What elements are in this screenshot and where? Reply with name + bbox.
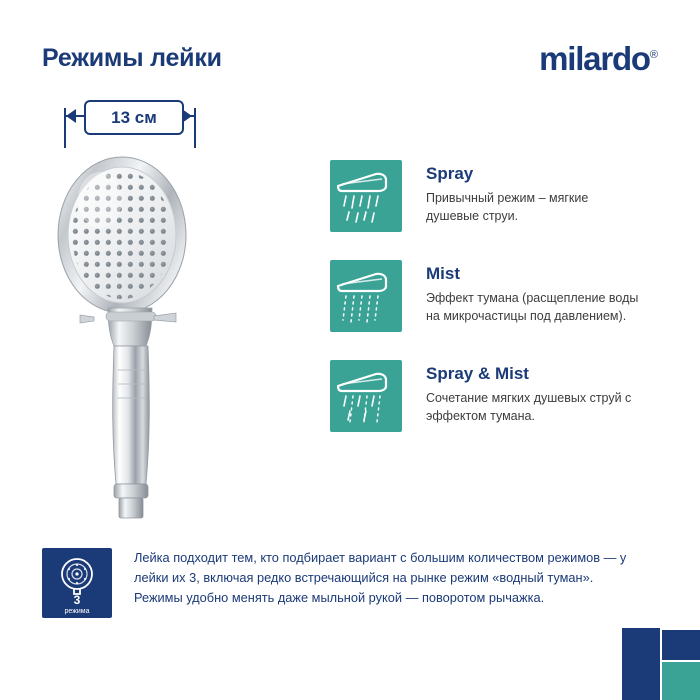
- page-title: Режимы лейки: [42, 44, 222, 72]
- mode-description: Эффект тумана (расщепление воды на микрочастицы под давлением).: [426, 291, 639, 323]
- decoration-square-navy-small: [662, 630, 700, 660]
- dimension-arrow-left-icon: [66, 109, 76, 123]
- mode-title: Spray & Mist: [426, 364, 529, 383]
- mode-row-spray-and-mist: [330, 360, 660, 432]
- mode-title: Mist: [426, 264, 460, 283]
- shower-head-illustration: [50, 140, 230, 540]
- spray-and-mist-mode-icon: [330, 360, 402, 432]
- shower-modes-icon: [42, 548, 112, 618]
- mode-description: Привычный режим – мягкие душевые струи.: [426, 191, 589, 223]
- modes-count-label: режима: [64, 608, 90, 615]
- decoration-square-teal: [662, 662, 700, 700]
- modes-list: [330, 160, 660, 460]
- corner-decoration: [580, 620, 700, 700]
- mode-row-mist: [330, 260, 660, 332]
- spray-mode-icon: [330, 160, 402, 232]
- spray-mode-glyph: [330, 160, 402, 232]
- modes-count-badge: [42, 548, 112, 618]
- decoration-square-navy-tall: [622, 628, 660, 700]
- mode-title: Spray: [426, 164, 474, 183]
- mode-description: Сочетание мягких душевых струй с эффектом тумана.: [426, 391, 632, 423]
- dimension-label: 13 см: [84, 100, 184, 135]
- spray-and-mist-mode-glyph: [330, 360, 402, 432]
- mode-text-spray: [402, 160, 641, 226]
- summary-note: [42, 548, 642, 618]
- mode-row-spray: [330, 160, 660, 232]
- mode-text-mist: [402, 260, 641, 326]
- brand-logo: [539, 40, 658, 78]
- mist-mode-glyph: [330, 260, 402, 332]
- registered-trademark-icon: ®: [649, 49, 658, 61]
- summary-note-text: Лейка подходит тем, кто подбирает вариант с большим количеством режимов — у лейки их 3, включая редко встречающийся на рынке режим «водный туман». Режимы удобно менять даже мыльной рукой — поворотом рычажка.: [134, 550, 627, 605]
- modes-count-value: 3: [73, 593, 81, 607]
- mist-mode-icon: [330, 260, 402, 332]
- mode-text-spray-and-mist: [402, 360, 641, 426]
- brand-name: milardo: [539, 40, 650, 77]
- shower-head-icon: [50, 140, 230, 540]
